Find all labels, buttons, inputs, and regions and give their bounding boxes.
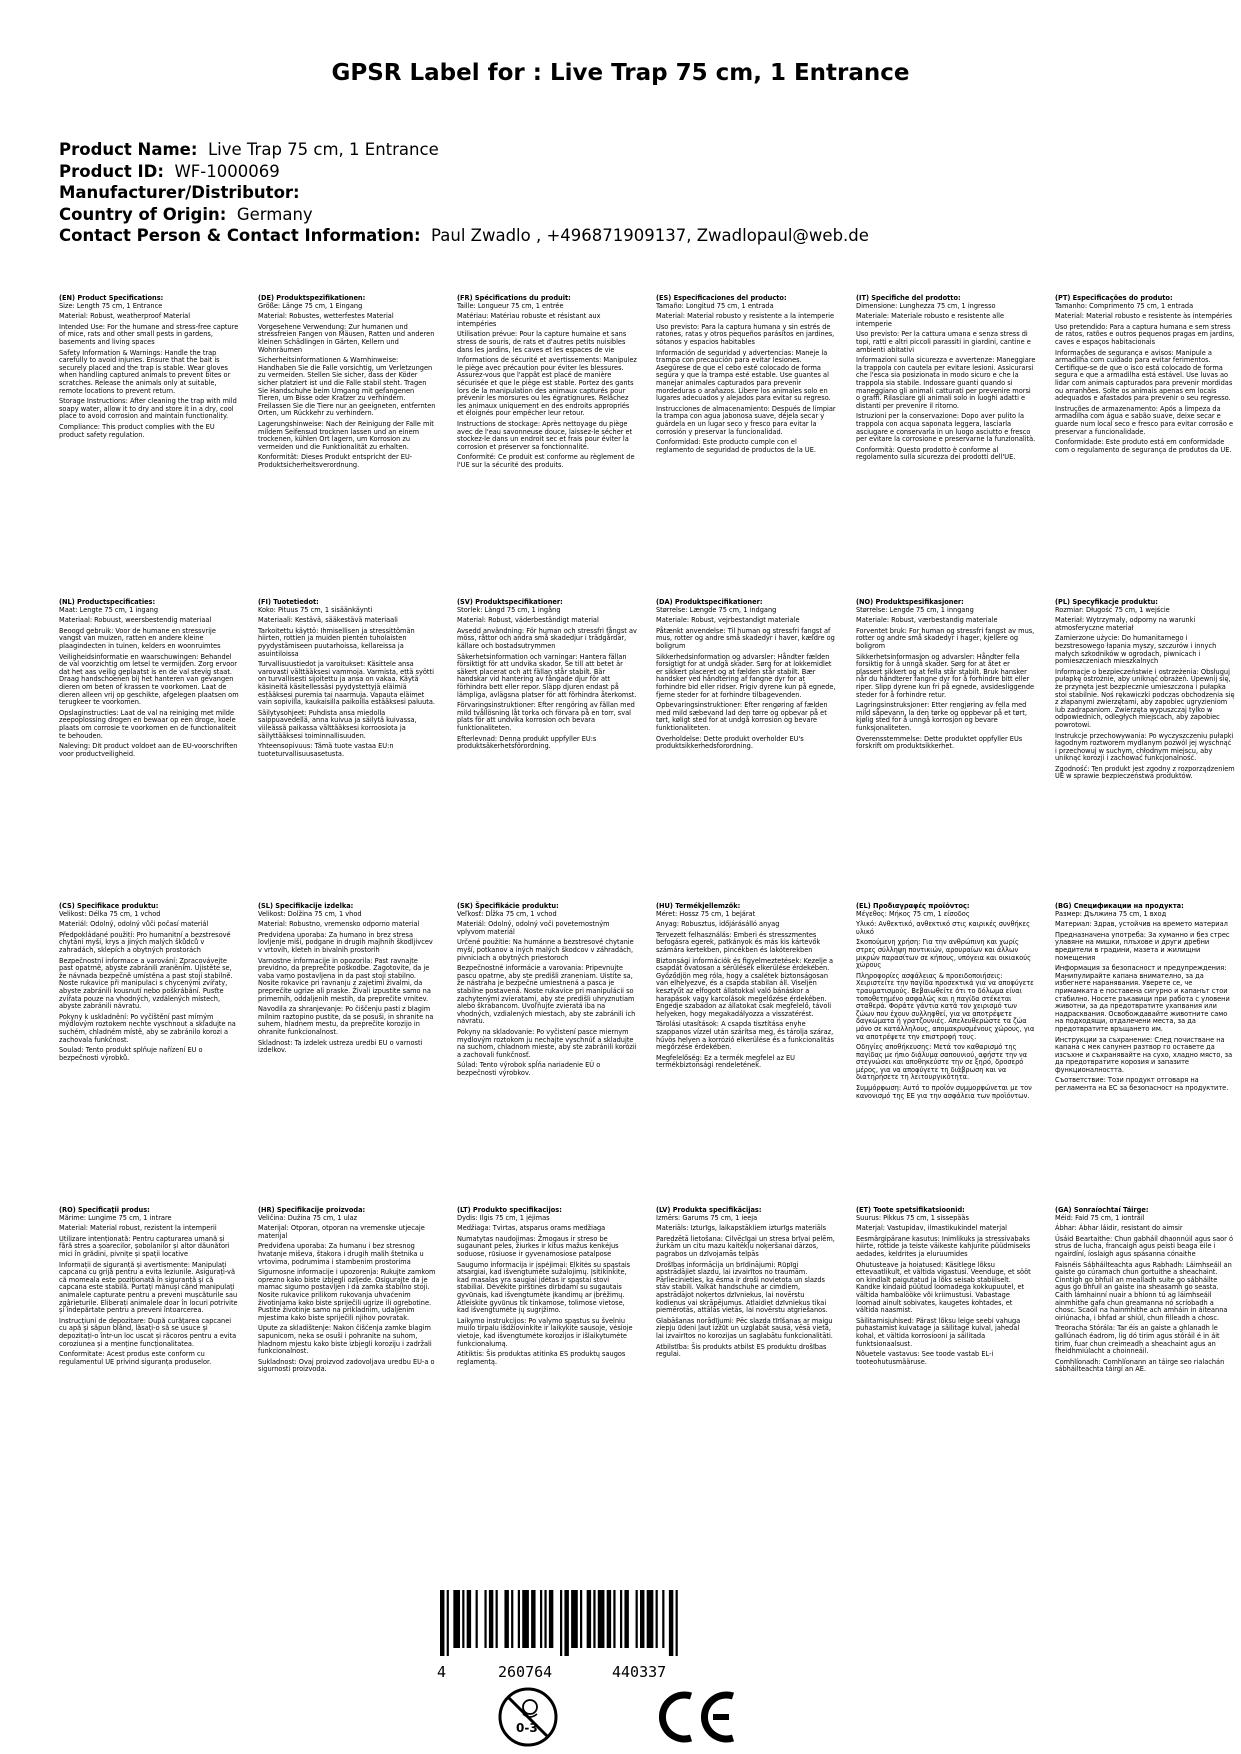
- language-block: [856, 599, 1036, 754]
- spec-paragraph: Drošības informācija un brīdinājumi: Rūpīgi apstrādājiet slazdu, lai izvairītos no traumām. Pārliecinieties, ka ēsma ir droši novietota un slazds stāv stabili. Valkāt handschuhe ar cimdiem, apstrādājot noķertos dzīvniekus, lai novērstu kodienus vai skrāpējumus. Atlaidiet dzīvniekus tikai piemērotās, attālās vietās, lai novērstu atgriešanos.: [656, 1260, 828, 1315]
- spec-paragraph: Instrukcje przechowywania: Po wyczyszczeniu pułapki łagodnym roztworem mydlanym pozwól jej wyschnąć i przechowuj w suchym, chłodnym miejscu, aby uniknąć korozji i zachować funkcjonalność.: [1055, 731, 1234, 763]
- spec-paragraph: Atbilstība: Šis produkts atbilst ES produktu drošības regulai.: [656, 1342, 827, 1359]
- spec-paragraph: Navodila za shranjevanje: Po čiščenju pasti z blagim milnim raztopino pustite, da se posuši, in shranite na suhem, hladnem mestu, da preprečite korozijo in ohranite funkcionalnost.: [258, 1005, 434, 1036]
- info-product-name: Product Name: Live Trap 75 cm, 1 Entrance: [59, 140, 439, 159]
- spec-paragraph: Treoracha Stórála: Tar éis an gaiste a ghlanadh le gallúnach éadrom, lig dó tirim agus stóráil é in áit tirim, fuar chun creimeadh a sheachaint agus an fheidhmiúlacht a choinneáil.: [1055, 1324, 1220, 1356]
- barcode-bar: [647, 1590, 654, 1648]
- spec-paragraph: Overensstemmelse: Dette produktet oppfyller EUs forskrift om produktsikkerhet.: [856, 734, 1023, 751]
- barcode-bar: [496, 1590, 498, 1648]
- barcode-bar: [598, 1590, 605, 1648]
- spec-paragraph: Informações de segurança e avisos: Manipule a armadilha com cuidado para evitar ferimentos. Certifique-se de que o isco está colocado de forma segura e que a armadilha está estável. Use luvas ao lidar com animais capturados para prevenir mordidas ou arranhões. Solte os animais apenas em locais adequados e afastados para prevenir o seu regresso.: [1055, 348, 1233, 403]
- language-heading: (CS) Specifikace produktu:: [59, 902, 159, 910]
- spec-paragraph: Säilytysohjeet: Puhdista ansa miedolla saippuavedellä, anna kuivua ja säilytä kuivassa, viileässä paikassa välttääksesi korroosiota ja säilyttääksesi toiminnallisuuden.: [258, 708, 417, 740]
- language-heading: (IT) Specifiche del prodotto:: [856, 294, 961, 302]
- language-heading: (RO) Specificații produs:: [59, 1206, 150, 1214]
- language-block: [856, 903, 1036, 1103]
- spec-paragraph: Avsedd användning: För human och stressfri fångst av möss, råttor och andra små skadedjur i trädgårdar, källare och bostadsutrymmen: [457, 626, 637, 650]
- spec-paragraph: Ohutusteave ja hoiatused: Käsitlege lõksu ettevaatlikult, et vältida vigastusi. Veenduge, et sööt on kindlalt paigutatud ja lõks seisab stabiilselt. Kandke kindaid püütud loomadega kokkupuutel, et vältida hambalööke või kriimustusi. Vabastage loomad ainult sobivates, kaugetes kohtades, et vältida naasmist.: [856, 1260, 1031, 1315]
- barcode-bar: [662, 1590, 664, 1648]
- spec-paragraph: Instructions de stockage: Après nettoyage du piège avec de l'eau savonneuse douce, laissez-le sécher et stockez-le dans un endroit sec et frais pour éviter la corrosion et préserver sa fonctionnalité.: [457, 419, 633, 451]
- language-heading: (ET) Toote spetsifikatsioonid:: [856, 1206, 965, 1214]
- barcode-digits-right: 440337: [612, 1663, 667, 1681]
- spec-paragraph: Material: Material robusto y resistente a la intemperie: [656, 312, 835, 321]
- spec-paragraph: Taille: Longueur 75 cm, 1 entrée: [457, 301, 564, 310]
- spec-paragraph: Lagerungshinweise: Nach der Reinigung der Falle mit mildem Seifensud trocknen lassen und an einem trockenen, kühlen Ort lagern, um Korrosion zu vermeiden und die Funktionalität zu erhalten.: [258, 419, 434, 451]
- language-block: [59, 903, 239, 1065]
- spec-paragraph: Vorgesehene Verwendung: Zur humanen und stressfreien Fangen von Mäusen, Ratten und anderen kleinen Schädlingen in Gärten, Kellern und Wohnräumen: [258, 322, 435, 354]
- spec-paragraph: Soulad: Tento produkt splňuje nařízení EU o bezpečnosti výrobků.: [59, 1046, 203, 1062]
- info-country: Country of Origin: Germany: [59, 204, 313, 224]
- barcode-bar: [504, 1590, 508, 1648]
- spec-paragraph: Tervezett felhasználás: Emberi és stresszmentes befogásra egerek, patkányok és más kis kártevők számára kertekben, pincékben és lakóterekben: [656, 930, 821, 954]
- spec-paragraph: Conformité: Ce produit est conforme au règlement de l'UE sur la sécurité des produits.: [457, 453, 635, 469]
- spec-paragraph: Materiál: Odolný, odolný vůči počasí materiál: [59, 920, 209, 929]
- spec-paragraph: Storlek: Längd 75 cm, 1 ingång: [457, 605, 561, 614]
- language-block: [856, 1207, 1036, 1369]
- spec-paragraph: Инструкции за съхранение: След почистване на капана с мек сапунен разтвор го оставете да изсъхне и съхранявайте на сухо, хладно място, за да предотвратите корозия и запазите функционалността.: [1055, 1035, 1233, 1074]
- spec-paragraph: Materiaali: Kestävä, sääkestävä materiaali: [258, 616, 398, 625]
- spec-paragraph: Predviđena uporaba: Za humanu i bez stresnog hvatanje miševa, štakora i drugih malih štetnika u vrtovima, podrumima i stambenim prostorima: [258, 1242, 424, 1266]
- barcode-bar: [640, 1590, 644, 1648]
- spec-paragraph: Informations de sécurité et avertissements: Manipulez le piège avec précaution pour éviter les blessures. Assurez-vous que l'appât est placé de manière sécurisée et que le piège est stable. Portez des gants lors de la manipulation des animaux capturés pour prévenir les morsures ou les égratignures. Relâchez les animaux uniquement en des endroits appropriés et éloignés pour empêcher leur retour.: [457, 356, 637, 418]
- barcode-bar: [656, 1590, 658, 1648]
- spec-paragraph: Instruções de armazenamento: Após a limpeza da armadilha com água e sabão suave, deixe secar e guarde num local seco e fresco para evitar corrosão e preservar a funcionalidade.: [1055, 404, 1234, 436]
- spec-paragraph: Materiał: Wytrzymały, odporny na warunki atmosferyczne materiał: [1055, 616, 1196, 632]
- language-heading: (ES) Especificaciones del producto:: [656, 294, 787, 302]
- language-block: [457, 295, 637, 472]
- language-block: [59, 1207, 239, 1369]
- spec-paragraph: Instrucciones de almacenamiento: Después de limpiar la trampa con agua jabonosa suave, déjela secar y guárdela en un lugar seco y fresco para evitar la corrosión y preservar la funcionalidad.: [656, 404, 836, 436]
- spec-paragraph: Faisnéis Sábháilteachta agus Rabhadh: Láimhseáil an gaiste go cúramach chun gortuithe a sheachaint. Cinntigh go bhfuil an mealladh suite go sábháilte agus go bhfuil an gaiste ina sheasamh go seasta. Caith lámhainní nuair a bhíonn tú ag láimhseáil ainmhithe gafa chun greamanna nó scríobadh a chosc. Scaoil na hainmhithe ach amháin in áiteanna oiriúnacha, i bhfad ar shiúl, chun filleadh a chosc.: [1055, 1260, 1232, 1322]
- spec-paragraph: Materiale: Robust, vejrbestandigt materiale: [656, 616, 800, 625]
- language-block: [457, 1207, 637, 1369]
- spec-paragraph: Размер: Дължина 75 cm, 1 вход: [1055, 909, 1167, 918]
- spec-paragraph: Tarkoitettu käyttö: Ihmisellisen ja stressittömän hiirten, rottien ja muiden pienten tuholaisten pyydystämiseen puutarhoissa, kellareissa ja asuintiloissa: [258, 626, 415, 658]
- spec-paragraph: Säilitamisjuhised: Pärast lõksu leige seebi vahuga puhastamist kuivatage ja säilitage kuival, jahedal kohal, et vältida korrosiooni ja säilitada funktsionaalsust.: [856, 1316, 1021, 1348]
- spec-paragraph: Sicherheitsinformationen & Warnhinweise: Handhaben Sie die Falle vorsichtig, um Verletzungen zu vermeiden. Stellen Sie sicher, dass der Köder sicher platziert ist und die Falle stabil steht. Tragen Sie Handschuhe beim Umgang mit gefangenen Tieren, um Bisse oder Kratzer zu verhindern. Freilassen Sie die Tiere nur an geeigneten, entfernten Orten, um Rückkehr zu verhindern.: [258, 356, 436, 418]
- spec-paragraph: Utilisation prévue: Pour la capture humaine et sans stress de souris, de rats et d'autres petits nuisibles dans les jardins, les caves et les espaces de vie: [457, 330, 627, 354]
- spec-paragraph: Størrelse: Længde 75 cm, 1 indgang: [656, 605, 777, 614]
- ean-barcode: [440, 1590, 680, 1656]
- spec-paragraph: Zgodność: Ten produkt jest zgodny z rozporządzeniem UE w sprawie bezpieczeństwa produktów.: [1055, 764, 1235, 781]
- barcode-bar: [607, 1590, 611, 1648]
- spec-paragraph: Laikymo instrukcijos: Po valymo spąstus su švelniu muilo tirpalu išdžiovinkite ir laikykite sausoje, vėsioje vietoje, kad išvengtumėte korozijos ir išlaikytumėte funkcionalumą.: [457, 1316, 633, 1348]
- spec-paragraph: Instrucțiuni de depozitare: După curățarea capcanei cu apă și săpun blând, lăsați-o să se usuce și depozitați-o într-un loc uscat și răcoros pentru a evita coroziunea și a menține funcționalitatea.: [59, 1316, 237, 1348]
- language-heading: (LT) Produkto specifikacijos:: [457, 1206, 562, 1214]
- spec-paragraph: Οδηγίες αποθήκευσης: Μετά τον καθαρισμό της παγίδας με ήπιο διάλυμα σαπουνιού, αφήστε την να στεγνώσει και αποθηκεύστε την σε ξηρό, δροσερό μέρος, για να αποφύγετε τη διάβρωση και να διατηρήσετε τη λειτουργικότητα.: [856, 1043, 1028, 1082]
- spec-paragraph: Material: Robust, weatherproof Material: [59, 312, 191, 321]
- spec-paragraph: Förvaringsinstruktioner: Efter rengöring av fällan med mild tvållösning låt torka och förvara på en torr, sval plats för att undvika korrosion och bevara funktionaliteten.: [457, 701, 635, 732]
- spec-paragraph: Съответствие: Този продукт отговаря на регламента на ЕС за безопасност на продуктите.: [1055, 1076, 1229, 1093]
- language-block: [258, 1207, 438, 1377]
- spec-paragraph: Eesmärgipärane kasutus: Inimlikuks ja stressivabaks hiirte, rottide ja teiste väikeste kahjurite püüdmiseks aedades, keldrites ja eluruumides: [856, 1234, 1031, 1258]
- language-heading: (HU) Termékjellemzők:: [656, 902, 741, 910]
- spec-paragraph: Bezpečnostní informace a varování: Zpracovávejte past opatrně, abyste zabránili zraněním. Ujistěte se, že návnada bezpečně umístěna a past stojí stabilně. Noste rukavice při manipulaci s chycenými zvířaty, abyste zabránili kousnutí nebo poškrábání. Pusťte zvířata pouze na vhodných, vzdálených místech, abyste zabránili návratu.: [59, 956, 233, 1011]
- language-heading: (EN) Product Specifications:: [59, 294, 164, 302]
- spec-paragraph: Izmērs: Garums 75 cm, 1 ieeja: [656, 1213, 758, 1222]
- spec-paragraph: Conformitate: Acest produs este conform cu regulamentul UE privind siguranța produselor.: [59, 1350, 212, 1366]
- spec-paragraph: Предназначена употреба: За хуманно и без стрес улавяне на мишки, плъхове и други дребни вредители в градини, мазета и жилищни помещения: [1055, 930, 1230, 962]
- spec-paragraph: Istruzioni per la conservazione: Dopo aver pulito la trappola con acqua saponata leggera, lasciarla asciugare e conservarla in un luogo asciutto e fresco per evitare la corrosione e preservarne la funzionalità.: [856, 412, 1036, 444]
- spec-paragraph: Turvallisuustiedot ja varoitukset: Käsittele ansa varovasti välttääksesi vammoja. Varmista, että syötti on turvallisesti sijoitettu ja ansa on vakaa. Käytä käsineitä käsitellessäsi pyydystettyjä eläimiä estääksesi puremia tai naarmuja. Vapauta eläimet vain sopivilla, kaukaisilla paikoilla estääksesi paluuta.: [258, 660, 436, 707]
- language-heading: (EL) Προδιαγραφές προϊόντος:: [856, 902, 970, 910]
- spec-paragraph: Materjal: Vastupidav, ilmastikukindel materjal: [856, 1224, 1007, 1233]
- spec-paragraph: Material: Robust, väderbeständigt material: [457, 616, 599, 625]
- spec-paragraph: Skladnost: Ta izdelek ustreza uredbi EU o varnosti izdelkov.: [258, 1038, 423, 1055]
- spec-paragraph: Safety Information & Warnings: Handle the trap carefully to avoid injuries. Ensure that the bait is securely placed and the trap is stable. Wear gloves when handling captured animals to prevent bites or scratches. Release the animals only at suitable, remote locations to prevent return.: [59, 348, 231, 395]
- spec-paragraph: Utilizare intenționată: Pentru capturarea umană și fără stres a șoarecilor, șobolanilor și altor dăunători mici în grădini, pivnițe și spații locative: [59, 1234, 230, 1258]
- info-manufacturer: Manufacturer/Distributor:: [59, 183, 300, 202]
- spec-paragraph: Material: Material robust, rezistent la intemperii: [59, 1224, 217, 1233]
- language-block: [856, 295, 1036, 465]
- spec-paragraph: Určené použitie: Na humánne a bezstresové chytanie myší, potkanov a iných malých škodcov v záhradách, pivniciach a obytných priestoroch: [457, 938, 634, 962]
- spec-paragraph: Úsáid Beartaithe: Chun gabháil dhaonnúil agus saor ó strus de lucha, francaigh agus peisti beaga eile i ngairdíní, íoslaigh agus spásanna cónaithe: [1055, 1234, 1233, 1258]
- spec-paragraph: Overholdelse: Dette produkt overholder EU's produktsikkerhedsforordning.: [656, 734, 804, 751]
- spec-paragraph: Συμμόρφωση: Αυτό το προϊόν συμμορφώνεται με τον κανονισμό της ΕΕ για την ασφάλεια των προϊόντων.: [856, 1084, 1032, 1100]
- spec-paragraph: Atitiktis: Šis produktas atitinka ES produktų saugos reglamentą.: [457, 1350, 626, 1366]
- spec-paragraph: Matériau: Matériau robuste et résistant aux intempéries: [457, 312, 601, 328]
- svg-text:0-3: 0-3: [516, 1721, 538, 1735]
- barcode-bar: [522, 1590, 529, 1648]
- spec-paragraph: Conformidad: Este producto cumple con el reglamento de seguridad de productos de la UE.: [656, 438, 816, 454]
- spec-paragraph: Tamaño: Longitud 75 cm, 1 entrada: [656, 301, 774, 310]
- spec-paragraph: Koko: Pituus 75 cm, 1 sisäänkäynti: [258, 605, 373, 614]
- barcode-bar: [560, 1590, 562, 1656]
- spec-paragraph: Mărime: Lungime 75 cm, 1 intrare: [59, 1213, 172, 1222]
- language-block: [656, 295, 836, 457]
- language-block: [656, 599, 836, 754]
- barcode-bar: [620, 1590, 622, 1648]
- barcode-bar: [489, 1590, 493, 1648]
- spec-paragraph: Uso pretendido: Para a captura humana e sem stress de ratos, ratões e outros pequenos pragas em jardins, caves e espaços habitacionais: [1055, 322, 1235, 346]
- spec-paragraph: Veiligheidsinformatie en waarschuwingen: Behandel de val voorzichtig om letsel te vermijden. Zorg ervoor dat het aas veilig geplaatst is en de val stevig staat. Draag handschoenen bij het hanteren van gevangen dieren om beten of krassen te voorkomen. Laat de dieren alleen vrij op geschikte, afgelegen plaatsen om terugkeer te voorkomen.: [59, 652, 239, 707]
- spec-paragraph: Compliance: This product complies with the EU product safety regulation.: [59, 422, 215, 439]
- spec-paragraph: Efterlevnad: Denna produkt uppfyller EU:s produktsäkerhetsförordning.: [457, 734, 597, 751]
- spec-paragraph: Numatytas naudojimas: Žmogaus ir streso be sugaunant peles, žiurkes ir kitus mažus kenkėjus soduose, rūsiuose ir gyvenamosiose patalpose: [457, 1234, 619, 1258]
- spec-paragraph: Forventet bruk: For human og stressfri fangst av mus, rotter og andre små skadedyr i hager, kjellere og boligrom: [856, 626, 1035, 650]
- barcode-bar: [484, 1590, 486, 1648]
- language-heading: (LV) Produkta specifikācijas:: [656, 1206, 762, 1214]
- spec-paragraph: Předpokládané použití: Pro humanitní a bezstresové chytání myší, krys a jiných malých škůdců v zahradách, sklepích a obytných prostorách: [59, 930, 231, 954]
- barcode-bar: [544, 1590, 546, 1648]
- spec-paragraph: Varnostne informacije in opozorila: Past ravnajte previdno, da preprečite poškodbe. Zagotovite, da je vaba varno postavljena in da past stoji stabilno. Nosite rokavice pri ravnanju z zajetimi živalmi, da preprečite ugrize ali praske. Živali izpustite samo na primernih, oddaljenih mestih, da preprečite vrnitev.: [258, 956, 431, 1003]
- barcode-bar: [518, 1590, 520, 1648]
- spec-paragraph: Maat: Lengte 75 cm, 1 ingang: [59, 605, 159, 614]
- spec-paragraph: Material: Material robusto e resistente às intempéries: [1055, 312, 1233, 321]
- spec-paragraph: Méret: Hossz 75 cm, 1 bejárat: [656, 909, 756, 918]
- spec-paragraph: Информация за безопасност и предупреждения: Манипулирайте капана внимателно, за да избегнете наранявания. Уверете се, че примамката е поставена сигурно и капанът стои стабилно. Носете ръкавици при работа с уловени животни, за да предотвратите ухапвания или надрасквания. Освобождавайте животните само на подходящи, отдалечени места, за да предотвратите връщането им.: [1055, 964, 1230, 1033]
- not-for-children-0-3-icon: [497, 1686, 559, 1748]
- spec-paragraph: Opslaginstructies: Laat de val na reiniging met milde zeepoplossing drogen en bewaar op een droge, koele plaats om corrosie te voorkomen en de functionaliteit te behouden.: [59, 708, 237, 740]
- spec-paragraph: Größe: Länge 75 cm, 1 Eingang: [258, 301, 363, 310]
- barcode-bar: [580, 1590, 582, 1648]
- barcode-bar: [540, 1590, 542, 1648]
- info-product-id: Product ID: WF-1000069: [59, 161, 280, 181]
- barcode-bar: [453, 1590, 460, 1648]
- barcode-bar: [593, 1590, 595, 1648]
- barcode-bar: [531, 1590, 535, 1648]
- barcode-bar: [669, 1590, 673, 1656]
- language-heading: (HR) Specifikacije proizvoda:: [258, 1206, 366, 1214]
- spec-paragraph: Glabāšanas norādījumi: Pēc slazda tīrīšanas ar maigu ziepju ūdeni ļaut izžūt un uzglabāt sausā, vēsā vietā, lai izvairītos no korozijas un saglabātu funkcionalitāti.: [656, 1316, 833, 1340]
- spec-paragraph: Storage Instructions: After cleaning the trap with mild soapy water, allow it to dry and store it in a dry, cool place to avoid corrosion and maintain functionality.: [59, 397, 237, 421]
- spec-paragraph: Medžiaga: Tvirtas, atsparus orams medžiaga: [457, 1224, 606, 1233]
- spec-paragraph: Opbevaringsinstruktioner: Efter rengøring af fælden med mild sæbevand lad den tørre og opbevar på et tørt, køligt sted for at undgå korrosion og bevare funktionaliteten.: [656, 701, 828, 732]
- language-heading: (PL) Specyfikacje produktu:: [1055, 598, 1158, 606]
- spec-paragraph: Tamanho: Comprimento 75 cm, 1 entrada: [1055, 301, 1194, 310]
- language-block: [457, 903, 637, 1080]
- barcode-bar: [440, 1590, 444, 1656]
- barcode-bar: [467, 1590, 471, 1648]
- spec-paragraph: Materiale: Robust, værbestandig materiale: [856, 616, 998, 625]
- barcode-bar: [587, 1590, 591, 1648]
- spec-paragraph: Upute za skladištenje: Nakon čišćenja zamke blagim sapunicom, neka se osuši i pohranite na suhom, hladnom mjestu kako biste izbjegli koroziju i zadržali funkcionalnost.: [258, 1324, 432, 1356]
- spec-paragraph: Zamierzone użycie: Do humanitarnego i bezstresowego łapania myszy, szczurów i innych małych szkodników w ogrodach, piwnicach i pomieszczeniach mieszkalnych: [1055, 634, 1217, 666]
- spec-paragraph: Suurus: Pikkus 75 cm, 1 sissepääs: [856, 1213, 969, 1222]
- language-heading: (SV) Produktspecifikationer:: [457, 598, 563, 606]
- spec-paragraph: Materijal: Otporan, otporan na vremenske utjecaje materijal: [258, 1224, 425, 1240]
- barcode-bar: [676, 1590, 678, 1656]
- language-block: [258, 295, 438, 472]
- barcode-bar: [571, 1590, 578, 1648]
- spec-paragraph: Información de seguridad y advertencias: Maneje la trampa con precaución para evitar lesiones. Asegúrese de que el cebo esté colocado de forma segura y que la trampa esté estable. Use guantes al manejar animales capturados para prevenir mordeduras o arañazos. Libere los animales solo en lugares adecuados y alejados para evitar su regreso.: [656, 348, 831, 403]
- product-info: [59, 139, 869, 247]
- spec-paragraph: Dydis: Ilgis 75 cm, 1 įėjimas: [457, 1213, 550, 1222]
- info-contact: Contact Person & Contact Information: Paul Zwadlo , +496871909137, Zwadlopaul@web.de: [59, 226, 869, 245]
- barcode-digit-prefix: 4: [437, 1663, 447, 1681]
- spec-paragraph: Naleving: Dit product voldoet aan de EU-voorschriften voor productveiligheid.: [59, 742, 238, 758]
- spec-paragraph: Sikkerhedsinformation og advarsler: Håndter fælden forsigtigt for at undgå skader. Sørg for at lokkemidlet er sikkert placeret og at fælden står stabilt. Bær handsker ved håndtering af fangne dyr for at forhindre bid eller ridser. Frigiv dyrene kun på egnede, fjerne steder for at forhindre tilbagevenden.: [656, 652, 836, 699]
- language-block: [656, 903, 836, 1073]
- spec-paragraph: Megfelelőség: Ez a termék megfelel az EU termékbiztonsági rendeletének.: [656, 1053, 795, 1070]
- spec-paragraph: Dimensione: Lunghezza 75 cm, 1 ingresso: [856, 301, 996, 310]
- spec-paragraph: Material: Robustes, wetterfestes Material: [258, 312, 394, 321]
- language-block: [457, 599, 637, 754]
- barcode-bar: [511, 1590, 513, 1648]
- spec-paragraph: Velikost: Dolžina 75 cm, 1 vhod: [258, 909, 362, 918]
- spec-paragraph: Sukladnost: Ovaj proizvod zadovoljava uredbu EU-a o sigurnosti proizvoda.: [258, 1357, 435, 1374]
- language-heading: (NO) Produktspesifikasjoner:: [856, 598, 964, 606]
- spec-paragraph: Μέγεθος: Μήκος 75 cm, 1 είσοδος: [856, 909, 970, 918]
- spec-paragraph: Beoogd gebruik: Voor de humane en stressvrije vangst van muizen, ratten en andere kleine plaagindecten in tuinen, kelders en woonruimtes: [59, 626, 221, 650]
- spec-paragraph: Yhteensopivuus: Tämä tuote vastaa EU:n tuoteturvallisuusasetusta.: [258, 742, 394, 758]
- spec-paragraph: Uso previsto: Para la captura humana y sin estrés de ratones, ratas y otros pequeños parásitos en jardines, sótanos y espacios habitables: [656, 322, 835, 346]
- spec-paragraph: Tárolási utasítások: A csapda tisztítása enyhe szappanos vízzel után szárítsa meg, és tárolja száraz, hűvös helyen a korrózió elkerülése és a funkcionalitás megőrzése érdekében.: [656, 1020, 835, 1052]
- spec-paragraph: Saugumo informacija ir įspėjimai: Elkitės su spąstais atsargiai, kad išvengtumėte sužalojimų. Įsitikinkite, kad masalas yra saugiai įdėtas ir spąstai stovi stabiliai. Dėvėkite pirštines dirbdami su sugautais gyvūnais, kad išvengtumėte įkandimų ar įbrėžimų. Atleiskite gyvūnus tik tinkamose, tolimose vietose, kad išvengtumėte jų sugrįžimo.: [457, 1260, 631, 1315]
- language-heading: (DE) Produktspezifikationen:: [258, 294, 366, 302]
- spec-paragraph: Materiál: Odolný, odolný voči poveternostným vplyvom materiál: [457, 920, 610, 936]
- barcode-bar: [462, 1590, 464, 1648]
- language-heading: (BG) Спецификации на продукта:: [1055, 902, 1184, 910]
- spec-paragraph: Comhlíonadh: Comhlíonann an táirge seo rialachán sábháilteachta táirgí an AE.: [1055, 1357, 1225, 1374]
- spec-paragraph: Πληροφορίες ασφάλειας & προειδοποιήσεις: Χειριστείτε την παγίδα προσεκτικά για να αποφύγετε τραυματισμούς. Βεβαιωθείτε ότι το δόλωμα είναι τοποθετημένο ασφαλώς και η παγίδα στέκεται σταθερά. Φοράτε γάντια κατά τον χειρισμό των ζώων που έχουν συλληφθεί, για να αποτρέψετε δαγκώματα ή γρατζουνιές. Απελευθερώστε τα ζώα μόνο σε κατάλληλους, απομακρυσμένους χώρους, για να αποτρέψετε την επιστροφή τους.: [856, 971, 1035, 1041]
- spec-paragraph: Rozmiar: Długość 75 cm, 1 wejście: [1055, 605, 1170, 614]
- spec-paragraph: Informații de siguranță și avertismente: Manipulați capcana cu grijă pentru a evita leziunile. Asigurați-vă că momeala este poziționată în siguranță și că capcana este stabilă. Purtați mănuși când manipulați animalele capturate pentru a preveni mușcăturile sau zgârieturile. Eliberați animalele doar în locuri potrivite și îndepărtate pentru a preveni întoarcerea.: [59, 1260, 238, 1315]
- spec-paragraph: Conformidade: Este produto está em conformidade com o regulamento de segurança de produtos da UE.: [1055, 438, 1232, 454]
- spec-paragraph: Uso previsto: Per la cattura umana e senza stress di topi, ratti e altri piccoli parassiti in giardini, cantine e ambienti abitativi: [856, 330, 1031, 354]
- ce-mark-icon: [657, 1688, 739, 1746]
- spec-paragraph: Veľkosť: Dĺžka 75 cm, 1 vchod: [457, 909, 557, 918]
- language-block: [656, 1207, 836, 1362]
- language-block: [1055, 599, 1235, 784]
- page-title: GPSR Label for : Live Trap 75 cm, 1 Entrance: [331, 60, 910, 86]
- spec-paragraph: Nõuetele vastavus: See toode vastab EL-i tooteohutusmääruse.: [856, 1350, 994, 1366]
- spec-paragraph: Säkerhetsinformation och varningar: Hantera fällan försiktigt för att undvika skador. Se till att betet är säkert placerat och att fällan står stabilt. Bär handskar vid hantering av fångade djur för att förhindra bett eller repor. Släpp djuren endast på lämpliga, avlägsna platser för att förhindra återkomst.: [457, 652, 637, 699]
- language-block: [1055, 295, 1235, 457]
- language-block: [59, 599, 239, 761]
- barcode-bar: [613, 1590, 615, 1648]
- spec-paragraph: Sigurnosne informacije i upozorenja: Rukujte zamkom oprezno kako biste izbjegli ozljede. Osigurajte da je mamac sigurno postavljen i da zamka stabilno stoji. Nosite rukavice prilikom rukovanja uhvaćenim životinjama kako biste spriječili ugrize ili ogrebotine. Pustite životinje samo na prikladnim, udaljenim mjestima kako biste spriječili njihov povratak.: [258, 1268, 436, 1322]
- barcode-bar: [476, 1590, 478, 1648]
- barcode-digits-left: 260764: [498, 1663, 553, 1681]
- spec-paragraph: Anyag: Robusztus, időjárásálló anyag: [656, 920, 780, 929]
- language-block: [59, 295, 239, 442]
- spec-paragraph: Predvidena uporaba: Za humano in brez stresa lovljenje miši, podgane in drugih majhnih škodljivcev v vrtovih, kleteh in bivalnih prostorih: [258, 930, 433, 954]
- spec-paragraph: Материал: Здрав, устойчив на времето материал: [1055, 920, 1228, 929]
- spec-paragraph: Konformität: Dieses Produkt entspricht der EU-Produktsicherheitsverordnung.: [258, 453, 413, 469]
- spec-paragraph: Påtænkt anvendelse: Til human og stressfri fangst af mus, rotter og andre små skadedyr i haver, kældre og boligrum: [656, 626, 835, 650]
- spec-paragraph: Veličina: Dužina 75 cm, 1 ulaz: [258, 1213, 358, 1222]
- language-heading: (FR) Spécifications du produit:: [457, 294, 571, 302]
- spec-paragraph: Informazioni sulla sicurezza e avvertenze: Maneggiare la trappola con cautela per evitare lesioni. Assicurarsi che l'esca sia posizionata in modo sicuro e che la trappola sia stabile. Indossare guanti quando si maneggiano gli animali catturati per prevenire morsi o graffi. Rilasciare gli animali solo in luoghi adatti e distanti per prevenire il ritorno.: [856, 356, 1036, 410]
- language-heading: (SL) Specifikacije izdelka:: [258, 902, 354, 910]
- language-block: [1055, 903, 1235, 1096]
- language-heading: (PT) Especificações do produto:: [1055, 294, 1173, 302]
- language-heading: (DA) Produktspecifikationer:: [656, 598, 763, 606]
- barcode-bar: [636, 1590, 638, 1648]
- spec-paragraph: Paredzētā lietošana: Cilvēcīgai un stresa brīvai pelēm, žurkām un citu mazu kaitēkļu noķeršanai dārzos, pagrabos un dzīvojamās telpās: [656, 1234, 835, 1258]
- barcode-bar: [624, 1590, 628, 1648]
- spec-paragraph: Materiale: Materiale robusto e resistente alle intemperie: [856, 312, 1005, 328]
- spec-paragraph: Størrelse: Lengde 75 cm, 1 inngang: [856, 605, 974, 614]
- spec-paragraph: Materiaal: Robuust, weersbestendig materiaal: [59, 616, 212, 625]
- spec-paragraph: Pokyny k uskladnění: Po vyčištění past mírným mýdlovým roztokem nechte vyschnout a skladujte na suchém, chladném místě, aby se zabránilo korozi a zachovala funkčnost.: [59, 1012, 236, 1044]
- spec-paragraph: Material: Robustno, vremensko odporno material: [258, 920, 420, 929]
- barcode-bar: [564, 1590, 568, 1656]
- spec-paragraph: Informacje o bezpieczeństwie i ostrzeżenia: Obsługuj pułapkę ostrożnie, aby uniknąć obrażeń. Upewnij się, że przynęta jest bezpiecznie umieszczona i pułapka stoi stabilnie. Noś rękawiczki podczas obchodzenia się z złapanymi zwierzętami, aby zapobiec ugryzieniom lub zadrapaniom. Zwierzęta wypuszczaj tylko w odpowiednich, odległych miejscach, aby zapobiec powrotowi.: [1055, 667, 1235, 729]
- spec-paragraph: Υλικό: Ανθεκτικό, ανθεκτικό στις καιρικές συνθήκες υλικό: [856, 920, 1030, 936]
- spec-paragraph: Size: Length 75 cm, 1 Entrance: [59, 301, 163, 310]
- language-heading: (FI) Tuotetiedot:: [258, 598, 319, 606]
- spec-paragraph: Sikkerhetsinformasjon og advarsler: Håndter fella forsiktig for å unngå skader. Sørg for at åtet er plassert sikkert og at fella står stabilt. Bruk hansker når du håndterer fangne dyr for å forhindre bitt eller riper. Slipp dyrene kun fri på egnede, avsidesliggende steder for å forhindre retur.: [856, 652, 1035, 699]
- spec-paragraph: Materiāls: Izturīgs, laikapstākliem izturīgs materiāls: [656, 1224, 827, 1233]
- spec-paragraph: Biztonsági információk és figyelmeztetések: Kezelje a csapdát óvatosan a sérülések elkerülése érdekében. Győződjön meg róla, hogy a csalétek biztonságosan van elhelyezve, és a csapda stabilan áll. Viseljen kesztyűt az elfogott állatokkal való bánáskor a harapások vagy karcolások megelőzése érdekében. Engedje szabadon az állatokat csak megfelelő, távoli helyeken, hogy megakadályozza a visszatérést.: [656, 956, 834, 1018]
- language-heading: (SK) Špecifikácie produktu:: [457, 902, 559, 910]
- spec-paragraph: Conformità: Questo prodotto è conforme al regolamento sulla sicurezza dei prodotti dell'UE.: [856, 445, 1016, 462]
- spec-paragraph: Intended Use: For the humane and stress-free capture of mice, rats and other small pests in gardens, basements and living spaces: [59, 322, 239, 346]
- spec-paragraph: Ábhar: Ábhar láidir, resistant do aimsir: [1055, 1224, 1183, 1233]
- spec-paragraph: Bezpečnostné informácie a varovania: Pripevnujte pascu opatrne, aby ste predišli zraneniam. Uistite sa, že nástraha je bezpečne umiestnená a pasca je stabilne postavená. Noste rukavice pri manipulácii so zachytenými zvieratami, aby ste predišli uhryznutiam alebo škrabancom. Uvoľňujte zvieratá iba na vhodných, vzdialených miestach, aby ste zabránili ich návratu.: [457, 964, 636, 1026]
- spec-paragraph: Velikost: Délka 75 cm, 1 vchod: [59, 909, 161, 918]
- language-block: [258, 903, 438, 1058]
- barcode-bar: [549, 1590, 553, 1648]
- language-heading: (GA) Sonraíochtaí Táirge:: [1055, 1206, 1149, 1214]
- language-heading: (NL) Productspecificaties:: [59, 598, 156, 606]
- spec-paragraph: Lagringsinstruksjoner: Etter rengjøring av fella med mild såpevann, la den tørke og oppbevar på et tørt, kjølig sted for å unngå korrosjon og bevare funksjonaliteten.: [856, 701, 1027, 732]
- language-block: [258, 599, 438, 761]
- spec-paragraph: Súlad: Tento výrobok spĺňa nariadenie EÚ o bezpečnosti výrobkov.: [457, 1061, 601, 1077]
- language-block: [1055, 1207, 1235, 1377]
- spec-paragraph: Méid: Faid 75 cm, 1 iontráil: [1055, 1213, 1145, 1222]
- barcode-bar: [447, 1590, 449, 1656]
- spec-paragraph: Pokyny na skladovanie: Po vyčistení pasce miernym mydlovým roztokom ju nechajte vyschnúť a skladujte na suchom, chladnom mieste, aby ste zabránili korózii a zachovali funkčnosť.: [457, 1027, 637, 1059]
- spec-paragraph: Σκοπούμενη χρήση: Για την ανθρώπινη και χωρίς στρες σύλληψη ποντικιών, αρουραίων και άλλων μικρών παρασίτων σε κήπους, υπόγεια και οικιακούς χώρους: [856, 938, 1031, 970]
